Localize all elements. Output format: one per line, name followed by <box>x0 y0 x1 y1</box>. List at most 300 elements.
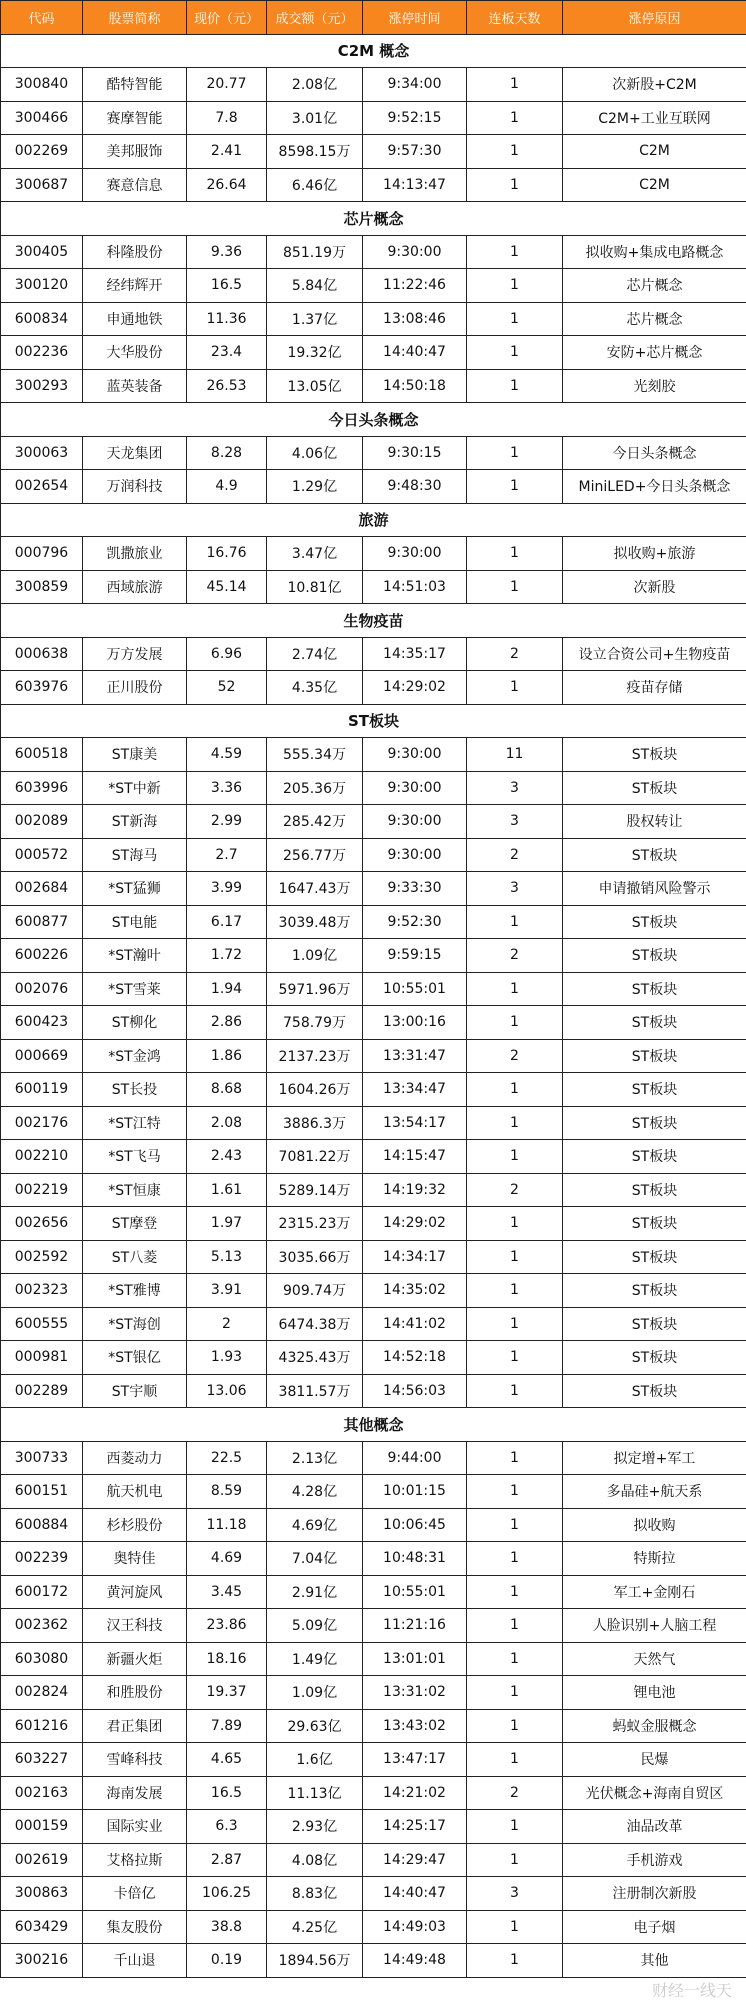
cell-name: ST海马 <box>83 838 187 872</box>
cell-name: 科隆股份 <box>83 235 187 269</box>
cell-code: 300120 <box>1 269 83 303</box>
table-body <box>1 34 746 1977</box>
cell-reason: ST板块 <box>563 1140 746 1174</box>
table-row <box>1 135 746 169</box>
cell-price: 1.97 <box>187 1207 267 1241</box>
cell-code: 600877 <box>1 905 83 939</box>
cell-limit-time: 11:22:46 <box>363 269 467 303</box>
cell-reason: 光伏概念+海南自贸区 <box>563 1776 746 1810</box>
cell-name: 天龙集团 <box>83 436 187 470</box>
cell-name: *ST雅博 <box>83 1274 187 1308</box>
cell-streak: 1 <box>467 68 563 102</box>
cell-streak: 3 <box>467 771 563 805</box>
cell-limit-time: 10:55:01 <box>363 972 467 1006</box>
cell-price: 4.69 <box>187 1542 267 1576</box>
cell-name: 万方发展 <box>83 637 187 671</box>
cell-streak: 2 <box>467 1039 563 1073</box>
cell-name: 经纬辉开 <box>83 269 187 303</box>
cell-limit-time: 9:30:00 <box>363 738 467 772</box>
cell-name: *ST银亿 <box>83 1341 187 1375</box>
table-row <box>1 1106 746 1140</box>
cell-turnover: 4.69亿 <box>267 1508 363 1542</box>
cell-streak: 1 <box>467 1441 563 1475</box>
cell-price: 6.3 <box>187 1810 267 1844</box>
cell-reason: 次新股 <box>563 570 746 604</box>
cell-name: 凯撒旅业 <box>83 537 187 571</box>
cell-streak: 1 <box>467 101 563 135</box>
cell-reason: ST板块 <box>563 1006 746 1040</box>
cell-reason: MiniLED+今日头条概念 <box>563 470 746 504</box>
cell-name: 申通地铁 <box>83 302 187 336</box>
cell-turnover: 11.13亿 <box>267 1776 363 1810</box>
cell-price: 38.8 <box>187 1910 267 1944</box>
cell-name: 君正集团 <box>83 1709 187 1743</box>
cell-code: 603080 <box>1 1642 83 1676</box>
section-row <box>1 704 746 738</box>
cell-code: 002362 <box>1 1609 83 1643</box>
cell-streak: 3 <box>467 805 563 839</box>
table-row <box>1 1575 746 1609</box>
cell-turnover: 1.6亿 <box>267 1743 363 1777</box>
cell-limit-time: 14:15:47 <box>363 1140 467 1174</box>
cell-limit-time: 9:30:00 <box>363 235 467 269</box>
cell-streak: 3 <box>467 872 563 906</box>
cell-turnover: 29.63亿 <box>267 1709 363 1743</box>
cell-reason: ST板块 <box>563 1240 746 1274</box>
cell-limit-time: 9:30:00 <box>363 838 467 872</box>
table-row <box>1 1676 746 1710</box>
cell-code: 002089 <box>1 805 83 839</box>
table-row <box>1 1843 746 1877</box>
cell-streak: 2 <box>467 1776 563 1810</box>
cell-streak: 1 <box>467 905 563 939</box>
cell-price: 23.4 <box>187 336 267 370</box>
cell-turnover: 6474.38万 <box>267 1307 363 1341</box>
table-row <box>1 168 746 202</box>
cell-streak: 1 <box>467 1374 563 1408</box>
cell-streak: 1 <box>467 1240 563 1274</box>
table-row <box>1 1307 746 1341</box>
cell-streak: 2 <box>467 1173 563 1207</box>
cell-price: 4.65 <box>187 1743 267 1777</box>
cell-streak: 1 <box>467 570 563 604</box>
cell-price: 16.5 <box>187 269 267 303</box>
cell-price: 4.9 <box>187 470 267 504</box>
cell-turnover: 7.04亿 <box>267 1542 363 1576</box>
cell-reason: ST板块 <box>563 939 746 973</box>
cell-code: 603976 <box>1 671 83 705</box>
cell-turnover: 3035.66万 <box>267 1240 363 1274</box>
cell-code: 002323 <box>1 1274 83 1308</box>
cell-reason: ST板块 <box>563 1207 746 1241</box>
cell-code: 000159 <box>1 1810 83 1844</box>
cell-code: 600226 <box>1 939 83 973</box>
cell-turnover: 5289.14万 <box>267 1173 363 1207</box>
cell-turnover: 3039.48万 <box>267 905 363 939</box>
cell-limit-time: 14:34:17 <box>363 1240 467 1274</box>
cell-turnover: 3811.57万 <box>267 1374 363 1408</box>
cell-streak: 1 <box>467 1944 563 1978</box>
cell-price: 3.99 <box>187 872 267 906</box>
cell-streak: 1 <box>467 1106 563 1140</box>
cell-limit-time: 14:52:18 <box>363 1341 467 1375</box>
cell-limit-time: 14:25:17 <box>363 1810 467 1844</box>
cell-turnover: 7081.22万 <box>267 1140 363 1174</box>
cell-turnover: 1.29亿 <box>267 470 363 504</box>
cell-name: 赛摩智能 <box>83 101 187 135</box>
cell-name: *ST猛狮 <box>83 872 187 906</box>
cell-code: 600151 <box>1 1475 83 1509</box>
cell-limit-time: 13:34:47 <box>363 1073 467 1107</box>
cell-limit-time: 10:06:45 <box>363 1508 467 1542</box>
cell-reason: ST板块 <box>563 972 746 1006</box>
cell-code: 600119 <box>1 1073 83 1107</box>
cell-code: 000638 <box>1 637 83 671</box>
cell-price: 1.94 <box>187 972 267 1006</box>
cell-turnover: 8.83亿 <box>267 1877 363 1911</box>
cell-code: 600518 <box>1 738 83 772</box>
cell-streak: 2 <box>467 939 563 973</box>
cell-limit-time: 14:19:32 <box>363 1173 467 1207</box>
cell-code: 600172 <box>1 1575 83 1609</box>
cell-limit-time: 13:47:17 <box>363 1743 467 1777</box>
cell-limit-time: 13:00:16 <box>363 1006 467 1040</box>
cell-name: 黄河旋风 <box>83 1575 187 1609</box>
cell-reason: 疫苗存储 <box>563 671 746 705</box>
cell-turnover: 1604.26万 <box>267 1073 363 1107</box>
cell-price: 5.13 <box>187 1240 267 1274</box>
cell-turnover: 3.47亿 <box>267 537 363 571</box>
cell-price: 3.91 <box>187 1274 267 1308</box>
table-row <box>1 1173 746 1207</box>
cell-name: 和胜股份 <box>83 1676 187 1710</box>
cell-price: 2.41 <box>187 135 267 169</box>
cell-name: 汉王科技 <box>83 1609 187 1643</box>
cell-name: 蓝英装备 <box>83 369 187 403</box>
cell-limit-time: 9:52:15 <box>363 101 467 135</box>
cell-code: 600423 <box>1 1006 83 1040</box>
cell-streak: 1 <box>467 1575 563 1609</box>
cell-price: 8.68 <box>187 1073 267 1107</box>
cell-reason: 注册制次新股 <box>563 1877 746 1911</box>
section-row <box>1 202 746 236</box>
cell-limit-time: 13:43:02 <box>363 1709 467 1743</box>
cell-streak: 1 <box>467 1006 563 1040</box>
cell-reason: 芯片概念 <box>563 269 746 303</box>
cell-turnover: 2.08亿 <box>267 68 363 102</box>
cell-code: 300466 <box>1 101 83 135</box>
cell-turnover: 2137.23万 <box>267 1039 363 1073</box>
cell-price: 18.16 <box>187 1642 267 1676</box>
cell-limit-time: 10:01:15 <box>363 1475 467 1509</box>
section-row <box>1 403 746 437</box>
cell-code: 600834 <box>1 302 83 336</box>
cell-name: 赛意信息 <box>83 168 187 202</box>
cell-turnover: 8598.15万 <box>267 135 363 169</box>
cell-reason: 拟收购 <box>563 1508 746 1542</box>
cell-name: 国际实业 <box>83 1810 187 1844</box>
section-row <box>1 1408 746 1442</box>
header-code: 代码 <box>1 1 83 35</box>
section-row <box>1 34 746 68</box>
cell-code: 300063 <box>1 436 83 470</box>
cell-name: 海南发展 <box>83 1776 187 1810</box>
cell-price: 9.36 <box>187 235 267 269</box>
cell-name: ST康美 <box>83 738 187 772</box>
cell-reason: 锂电池 <box>563 1676 746 1710</box>
cell-code: 300687 <box>1 168 83 202</box>
cell-reason: 油品改革 <box>563 1810 746 1844</box>
cell-streak: 1 <box>467 1810 563 1844</box>
table-row <box>1 838 746 872</box>
cell-limit-time: 9:34:00 <box>363 68 467 102</box>
section-title: C2M 概念 <box>1 34 746 68</box>
cell-reason: C2M+工业互联网 <box>563 101 746 135</box>
cell-name: 奥特佳 <box>83 1542 187 1576</box>
cell-price: 2.86 <box>187 1006 267 1040</box>
cell-reason: ST板块 <box>563 738 746 772</box>
cell-streak: 1 <box>467 1207 563 1241</box>
cell-code: 002210 <box>1 1140 83 1174</box>
cell-price: 2.87 <box>187 1843 267 1877</box>
cell-streak: 1 <box>467 168 563 202</box>
cell-limit-time: 14:49:03 <box>363 1910 467 1944</box>
cell-name: 艾格拉斯 <box>83 1843 187 1877</box>
cell-limit-time: 13:08:46 <box>363 302 467 336</box>
header-limit-time: 涨停时间 <box>363 1 467 35</box>
cell-code: 002656 <box>1 1207 83 1241</box>
table-row <box>1 302 746 336</box>
section-title: 生物疫苗 <box>1 604 746 638</box>
header-turnover: 成交额（元） <box>267 1 363 35</box>
cell-streak: 1 <box>467 671 563 705</box>
cell-turnover: 2315.23万 <box>267 1207 363 1241</box>
cell-reason: 光刻胶 <box>563 369 746 403</box>
header-reason: 涨停原因 <box>563 1 746 35</box>
cell-turnover: 5.09亿 <box>267 1609 363 1643</box>
cell-streak: 1 <box>467 1341 563 1375</box>
cell-turnover: 285.42万 <box>267 805 363 839</box>
cell-reason: ST板块 <box>563 1274 746 1308</box>
cell-name: ST摩登 <box>83 1207 187 1241</box>
table-row <box>1 1642 746 1676</box>
cell-reason: 特斯拉 <box>563 1542 746 1576</box>
cell-streak: 1 <box>467 537 563 571</box>
cell-limit-time: 14:29:02 <box>363 1207 467 1241</box>
cell-turnover: 2.91亿 <box>267 1575 363 1609</box>
cell-streak: 1 <box>467 972 563 1006</box>
cell-price: 7.8 <box>187 101 267 135</box>
cell-limit-time: 9:30:00 <box>363 537 467 571</box>
cell-streak: 1 <box>467 1140 563 1174</box>
cell-reason: 其他 <box>563 1944 746 1978</box>
cell-name: 集友股份 <box>83 1910 187 1944</box>
cell-limit-time: 9:30:00 <box>363 771 467 805</box>
cell-code: 300405 <box>1 235 83 269</box>
cell-name: ST宇顺 <box>83 1374 187 1408</box>
cell-reason: ST板块 <box>563 1039 746 1073</box>
table-row <box>1 1441 746 1475</box>
cell-code: 300863 <box>1 1877 83 1911</box>
cell-reason: 设立合资公司+生物疫苗 <box>563 637 746 671</box>
cell-turnover: 909.74万 <box>267 1274 363 1308</box>
header-row <box>1 1 746 35</box>
cell-limit-time: 14:13:47 <box>363 168 467 202</box>
cell-price: 1.86 <box>187 1039 267 1073</box>
cell-name: 酷特智能 <box>83 68 187 102</box>
cell-reason: 次新股+C2M <box>563 68 746 102</box>
cell-price: 106.25 <box>187 1877 267 1911</box>
cell-code: 002236 <box>1 336 83 370</box>
cell-limit-time: 13:31:02 <box>363 1676 467 1710</box>
cell-price: 8.28 <box>187 436 267 470</box>
cell-turnover: 5971.96万 <box>267 972 363 1006</box>
cell-limit-time: 9:30:00 <box>363 805 467 839</box>
cell-code: 000981 <box>1 1341 83 1375</box>
cell-turnover: 3886.3万 <box>267 1106 363 1140</box>
cell-reason: 人脸识别+人脑工程 <box>563 1609 746 1643</box>
cell-turnover: 256.77万 <box>267 838 363 872</box>
table-row <box>1 805 746 839</box>
cell-streak: 3 <box>467 1877 563 1911</box>
cell-price: 11.36 <box>187 302 267 336</box>
cell-code: 603996 <box>1 771 83 805</box>
cell-price: 26.64 <box>187 168 267 202</box>
cell-turnover: 1.09亿 <box>267 939 363 973</box>
table-row <box>1 369 746 403</box>
cell-name: 西域旅游 <box>83 570 187 604</box>
cell-streak: 1 <box>467 302 563 336</box>
cell-price: 8.59 <box>187 1475 267 1509</box>
section-row <box>1 604 746 638</box>
cell-code: 002592 <box>1 1240 83 1274</box>
cell-price: 6.96 <box>187 637 267 671</box>
cell-reason: 股权转让 <box>563 805 746 839</box>
table-row <box>1 336 746 370</box>
cell-price: 0.19 <box>187 1944 267 1978</box>
section-row <box>1 503 746 537</box>
cell-turnover: 4.25亿 <box>267 1910 363 1944</box>
cell-price: 2.43 <box>187 1140 267 1174</box>
cell-reason: 多晶硅+航天系 <box>563 1475 746 1509</box>
table-row <box>1 1910 746 1944</box>
cell-price: 2 <box>187 1307 267 1341</box>
cell-price: 13.06 <box>187 1374 267 1408</box>
cell-streak: 1 <box>467 1307 563 1341</box>
cell-streak: 1 <box>467 1843 563 1877</box>
cell-limit-time: 10:48:31 <box>363 1542 467 1576</box>
cell-turnover: 13.05亿 <box>267 369 363 403</box>
cell-turnover: 6.46亿 <box>267 168 363 202</box>
cell-price: 19.37 <box>187 1676 267 1710</box>
cell-reason: 芯片概念 <box>563 302 746 336</box>
cell-price: 2.7 <box>187 838 267 872</box>
cell-code: 603227 <box>1 1743 83 1777</box>
table-row <box>1 1944 746 1978</box>
cell-limit-time: 14:40:47 <box>363 336 467 370</box>
cell-streak: 1 <box>467 1274 563 1308</box>
cell-limit-time: 14:29:02 <box>363 671 467 705</box>
table-row <box>1 1039 746 1073</box>
cell-turnover: 2.74亿 <box>267 637 363 671</box>
cell-turnover: 5.84亿 <box>267 269 363 303</box>
table-row <box>1 1374 746 1408</box>
cell-price: 6.17 <box>187 905 267 939</box>
cell-code: 002824 <box>1 1676 83 1710</box>
cell-limit-time: 14:51:03 <box>363 570 467 604</box>
cell-streak: 1 <box>467 269 563 303</box>
cell-code: 002076 <box>1 972 83 1006</box>
cell-turnover: 4.08亿 <box>267 1843 363 1877</box>
cell-limit-time: 9:52:30 <box>363 905 467 939</box>
cell-turnover: 3.01亿 <box>267 101 363 135</box>
table-row <box>1 1207 746 1241</box>
cell-streak: 1 <box>467 470 563 504</box>
cell-streak: 1 <box>467 1676 563 1710</box>
table-row <box>1 1810 746 1844</box>
cell-reason: ST板块 <box>563 1307 746 1341</box>
cell-name: ST柳化 <box>83 1006 187 1040</box>
cell-streak: 1 <box>467 436 563 470</box>
cell-code: 300733 <box>1 1441 83 1475</box>
cell-price: 23.86 <box>187 1609 267 1643</box>
table-row <box>1 1508 746 1542</box>
cell-streak: 1 <box>467 1475 563 1509</box>
cell-code: 002163 <box>1 1776 83 1810</box>
cell-limit-time: 13:54:17 <box>363 1106 467 1140</box>
cell-name: *ST恒康 <box>83 1173 187 1207</box>
cell-limit-time: 14:41:02 <box>363 1307 467 1341</box>
table-row <box>1 1743 746 1777</box>
cell-name: ST长投 <box>83 1073 187 1107</box>
cell-limit-time: 14:21:02 <box>363 1776 467 1810</box>
cell-name: 杉杉股份 <box>83 1508 187 1542</box>
cell-name: 美邦服饰 <box>83 135 187 169</box>
cell-code: 002289 <box>1 1374 83 1408</box>
table-row <box>1 537 746 571</box>
table-row <box>1 1073 746 1107</box>
cell-price: 1.72 <box>187 939 267 973</box>
cell-turnover: 4.06亿 <box>267 436 363 470</box>
cell-limit-time: 9:30:15 <box>363 436 467 470</box>
cell-code: 300840 <box>1 68 83 102</box>
table-row <box>1 1006 746 1040</box>
cell-name: *ST雪莱 <box>83 972 187 1006</box>
cell-code: 002619 <box>1 1843 83 1877</box>
cell-code: 600884 <box>1 1508 83 1542</box>
table-row <box>1 637 746 671</box>
cell-code: 601216 <box>1 1709 83 1743</box>
cell-reason: 电子烟 <box>563 1910 746 1944</box>
cell-name: 航天机电 <box>83 1475 187 1509</box>
cell-name: ST新海 <box>83 805 187 839</box>
cell-limit-time: 14:35:17 <box>363 637 467 671</box>
cell-price: 2.99 <box>187 805 267 839</box>
cell-streak: 1 <box>467 1542 563 1576</box>
table-row <box>1 972 746 1006</box>
cell-reason: ST板块 <box>563 838 746 872</box>
cell-limit-time: 14:56:03 <box>363 1374 467 1408</box>
cell-code: 002176 <box>1 1106 83 1140</box>
cell-price: 16.5 <box>187 1776 267 1810</box>
table-row <box>1 1140 746 1174</box>
cell-streak: 1 <box>467 1508 563 1542</box>
cell-name: *ST中新 <box>83 771 187 805</box>
cell-reason: 蚂蚁金服概念 <box>563 1709 746 1743</box>
cell-name: 正川股份 <box>83 671 187 705</box>
cell-reason: 拟收购+旅游 <box>563 537 746 571</box>
table-row <box>1 671 746 705</box>
